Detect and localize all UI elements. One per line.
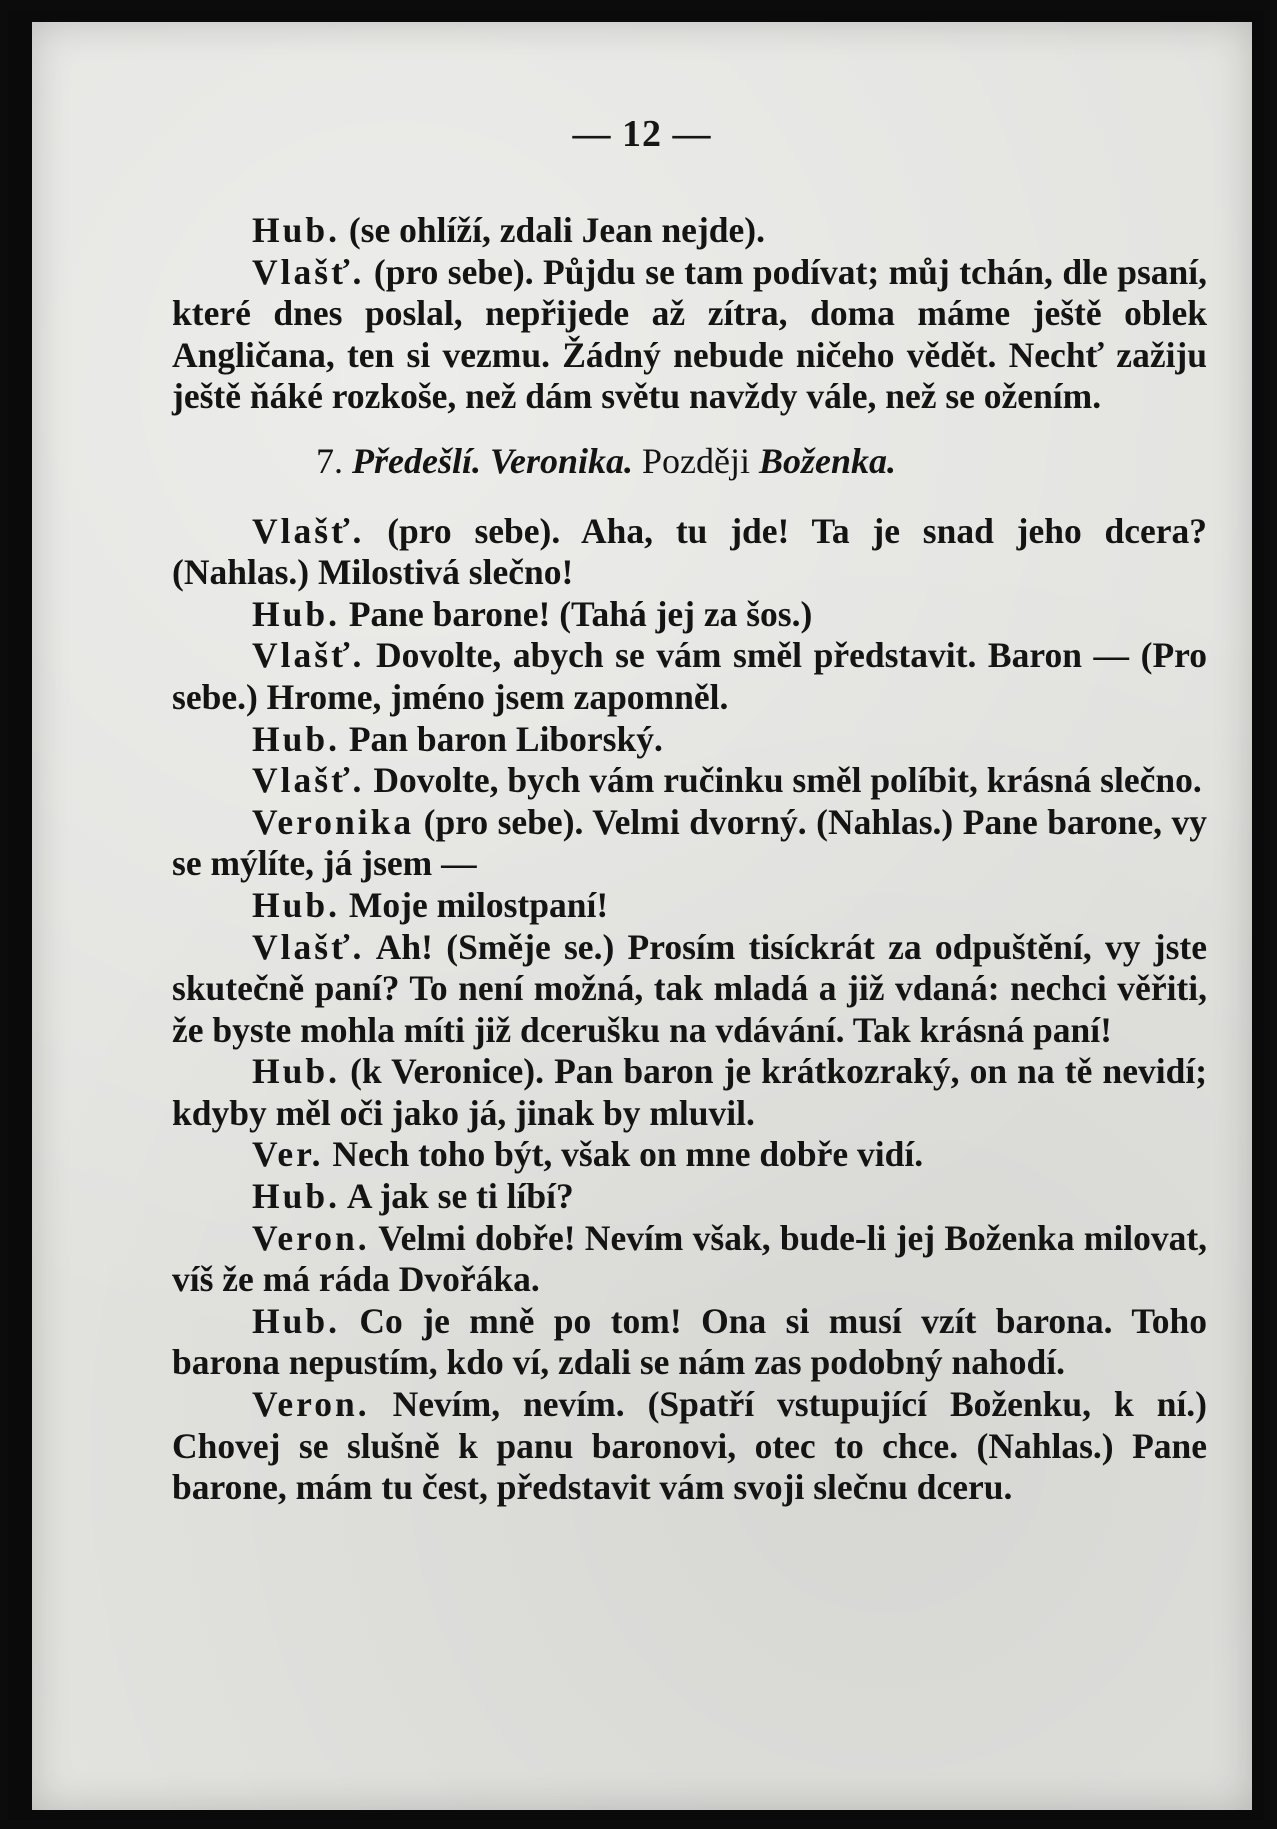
speaker-name: Hub. [252, 884, 340, 925]
dialogue-text: Nevím, nevím. (Spatří vstupující Boženku, k ní.) Chovej se slušně k panu baronovi, otec to chce. (Nahlas.) Pane barone, mám tu čest, představit vám svoji slečnu dceru. [172, 1384, 1208, 1508]
speaker-name: Ver. [252, 1134, 324, 1175]
dialogue-line [172, 1301, 1207, 1384]
dialogue-text: Pan baron Liborský. [348, 718, 663, 759]
dialogue-text: (pro sebe). Aha, tu jde! Ta je snad jeho dcera? (Nahlas.) Milostivá slečno! [172, 510, 1208, 593]
dialogue-block-after [172, 511, 1207, 1509]
scene-character-veronika: Veronika. [489, 440, 634, 481]
dialogue-text: Co je mně po tom! Ona si musí vzít barona. Toho barona nepustím, kdo ví, zdali se nám zas podobný nahodí. [172, 1300, 1207, 1383]
dialogue-line [172, 885, 1207, 927]
dialogue-text: Moje milostpaní! [348, 884, 609, 925]
speaker-name: Hub. [252, 1300, 340, 1341]
dialogue-line [172, 594, 1207, 636]
dialogue-text: Dovolte, abych se vám směl představit. Baron — (Pro sebe.) Hrome, jméno jsem zapomněl. [172, 635, 1208, 717]
speaker-name: Hub. [252, 1051, 340, 1092]
dialogue-line [172, 210, 1207, 252]
page-number: — 12 — [572, 113, 712, 155]
dialogue-line [172, 760, 1207, 802]
dialogue-line [172, 927, 1207, 1052]
dialogue-text: (pro sebe). Velmi dvorný. (Nahlas.) Pane barone, vy se mýlíte, já jsem — [172, 801, 1208, 884]
dialogue-text: A jak se ti líbí? [346, 1176, 574, 1217]
dialogue-text: (se ohlíží, zdali Jean nejde). [348, 210, 765, 250]
dialogue-line [172, 1384, 1207, 1509]
dialogue-line [172, 511, 1207, 594]
speaker-name: Vlašť. [252, 251, 365, 292]
speaker-name: Veron. [252, 1217, 370, 1258]
dialogue-line [172, 1134, 1207, 1176]
dialogue-line [172, 635, 1207, 718]
speaker-name: Veron. [252, 1384, 370, 1425]
speaker-name: Hub. [252, 1176, 340, 1217]
dialogue-text: (pro sebe). Půjdu se tam podívat; můj tchán, dle psaní, které dnes poslal, nepřijede až zítra, doma máme ještě oblek Angličana, ten si vezmu. Žádný nebude ničeho vědět. Nechť zažiju ještě ňáké rozkoše, než dám světu navždy vále, než se ožením. [172, 251, 1207, 417]
scene-character-bozenka: Boženka. [759, 440, 897, 481]
speaker-name: Vlašť. [252, 760, 365, 801]
speaker-name: Vlašť. [252, 510, 365, 551]
dialogue-text: Ah! (Směje se.) Prosím tisíckrát za odpuštění, vy jste skutečně paní? To není možná, tak mladá a již vdaná: nechci věřiti, že byste mohla míti již dcerušku na vdávání. Tak krásná paní! [172, 926, 1207, 1050]
scene-later-word: Později [642, 440, 751, 481]
page-text [172, 210, 1207, 1509]
speaker-name: Vlašť. [252, 635, 365, 676]
speaker-name: Hub. [252, 718, 340, 759]
dialogue-text: (k Veronice). Pan baron je krátkozraký, on na tě nevidí; kdyby měl oči jako já, jinak by mluvil. [172, 1051, 1208, 1133]
book-page [32, 22, 1252, 1810]
dialogue-text: Dovolte, bych vám ručinku směl políbit, krásná slečno. [373, 760, 1202, 801]
dialogue-line [172, 719, 1207, 761]
dialogue-line [172, 1176, 1207, 1218]
speaker-name: Vlašť. [252, 926, 365, 967]
dialogue-line [172, 1051, 1207, 1134]
dialogue-text: Nech toho být, však on mne dobře vidí. [332, 1134, 924, 1175]
dialogue-text: Velmi dobře! Nevím však, bude-li jej Boženka milovat, víš že má ráda Dvořáka. [172, 1217, 1208, 1300]
dialogue-line [172, 802, 1207, 885]
scene-characters: Předešlí. [352, 440, 481, 481]
dialogue-block-before [172, 210, 1207, 418]
speaker-name: Hub. [252, 593, 340, 634]
speaker-name: Veronika [252, 801, 415, 842]
dialogue-text: Pane barone! (Tahá jej za šos.) [348, 593, 813, 634]
scene-number: 7. [316, 440, 343, 481]
dialogue-line [172, 1218, 1207, 1301]
dialogue-line [172, 252, 1207, 418]
speaker-name: Hub. [252, 210, 340, 250]
scene-heading [172, 441, 1207, 483]
